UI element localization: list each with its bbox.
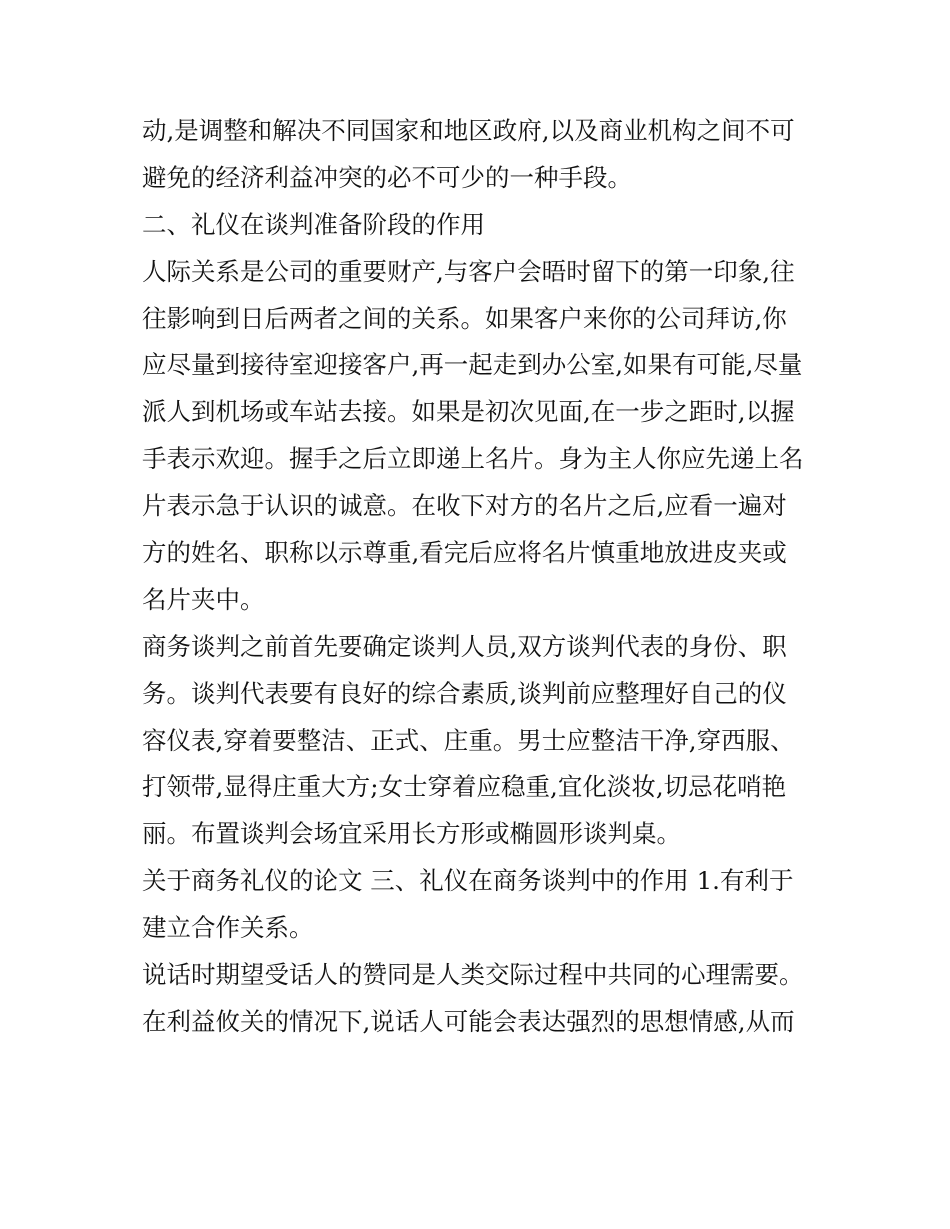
text-line: 打领带,显得庄重大方;女士穿着应稳重,宜化淡妆,切忌花哨艳 [142, 772, 787, 802]
text-line: 商务谈判之前首先要确定谈判人员,双方谈判代表的身份、职 [142, 631, 787, 661]
text-line: 动,是调整和解决不同国家和地区政府,以及商业机构之间不可 [142, 116, 795, 145]
text-line: 在利益攸关的情况下,说话人可能会表达强烈的思想情感,从而 [142, 1006, 795, 1036]
text-line: 容仪表,穿着要整洁、正式、庄重。男士应整洁干净,穿西服、 [142, 725, 795, 755]
section-heading: 关于商务礼仪的论文 三、礼仪在商务谈判中的作用 1.有利于 [142, 866, 794, 896]
text-line: 名片夹中。 [142, 584, 265, 614]
text-line: 往影响到日后两者之间的关系。如果客户来你的公司拜访,你 [142, 303, 787, 333]
text-line: 片表示急于认识的诚意。在收下对方的名片之后,应看一遍对 [142, 491, 787, 521]
text-line: 说话时期望受话人的赞同是人类交际过程中共同的心理需要。 [142, 960, 804, 990]
text-line: 建立合作关系。 [142, 913, 314, 943]
text-line: 人际关系是公司的重要财产,与客户会晤时留下的第一印象,往 [142, 256, 795, 286]
text-line: 方的姓名、职称以示尊重,看完后应将名片慎重地放进皮夹或 [142, 538, 787, 568]
text-line: 应尽量到接待室迎接客户,再一起走到办公室,如果有可能,尽量 [142, 350, 803, 380]
text-line: 派人到机场或车站去接。如果是初次见面,在一步之距时,以握 [142, 397, 795, 427]
text-line: 避免的经济利益冲突的必不可少的一种手段。 [142, 162, 632, 192]
section-heading: 二、礼仪在谈判准备阶段的作用 [142, 209, 485, 239]
text-line: 手表示欢迎。握手之后立即递上名片。身为主人你应先递上名 [142, 444, 804, 474]
text-line: 丽。布置谈判会场宜采用长方形或椭圆形谈判桌。 [142, 819, 681, 849]
body-text [142, 108, 822, 1046]
text-line: 务。谈判代表要有良好的综合素质,谈判前应整理好自己的仪 [142, 678, 787, 708]
